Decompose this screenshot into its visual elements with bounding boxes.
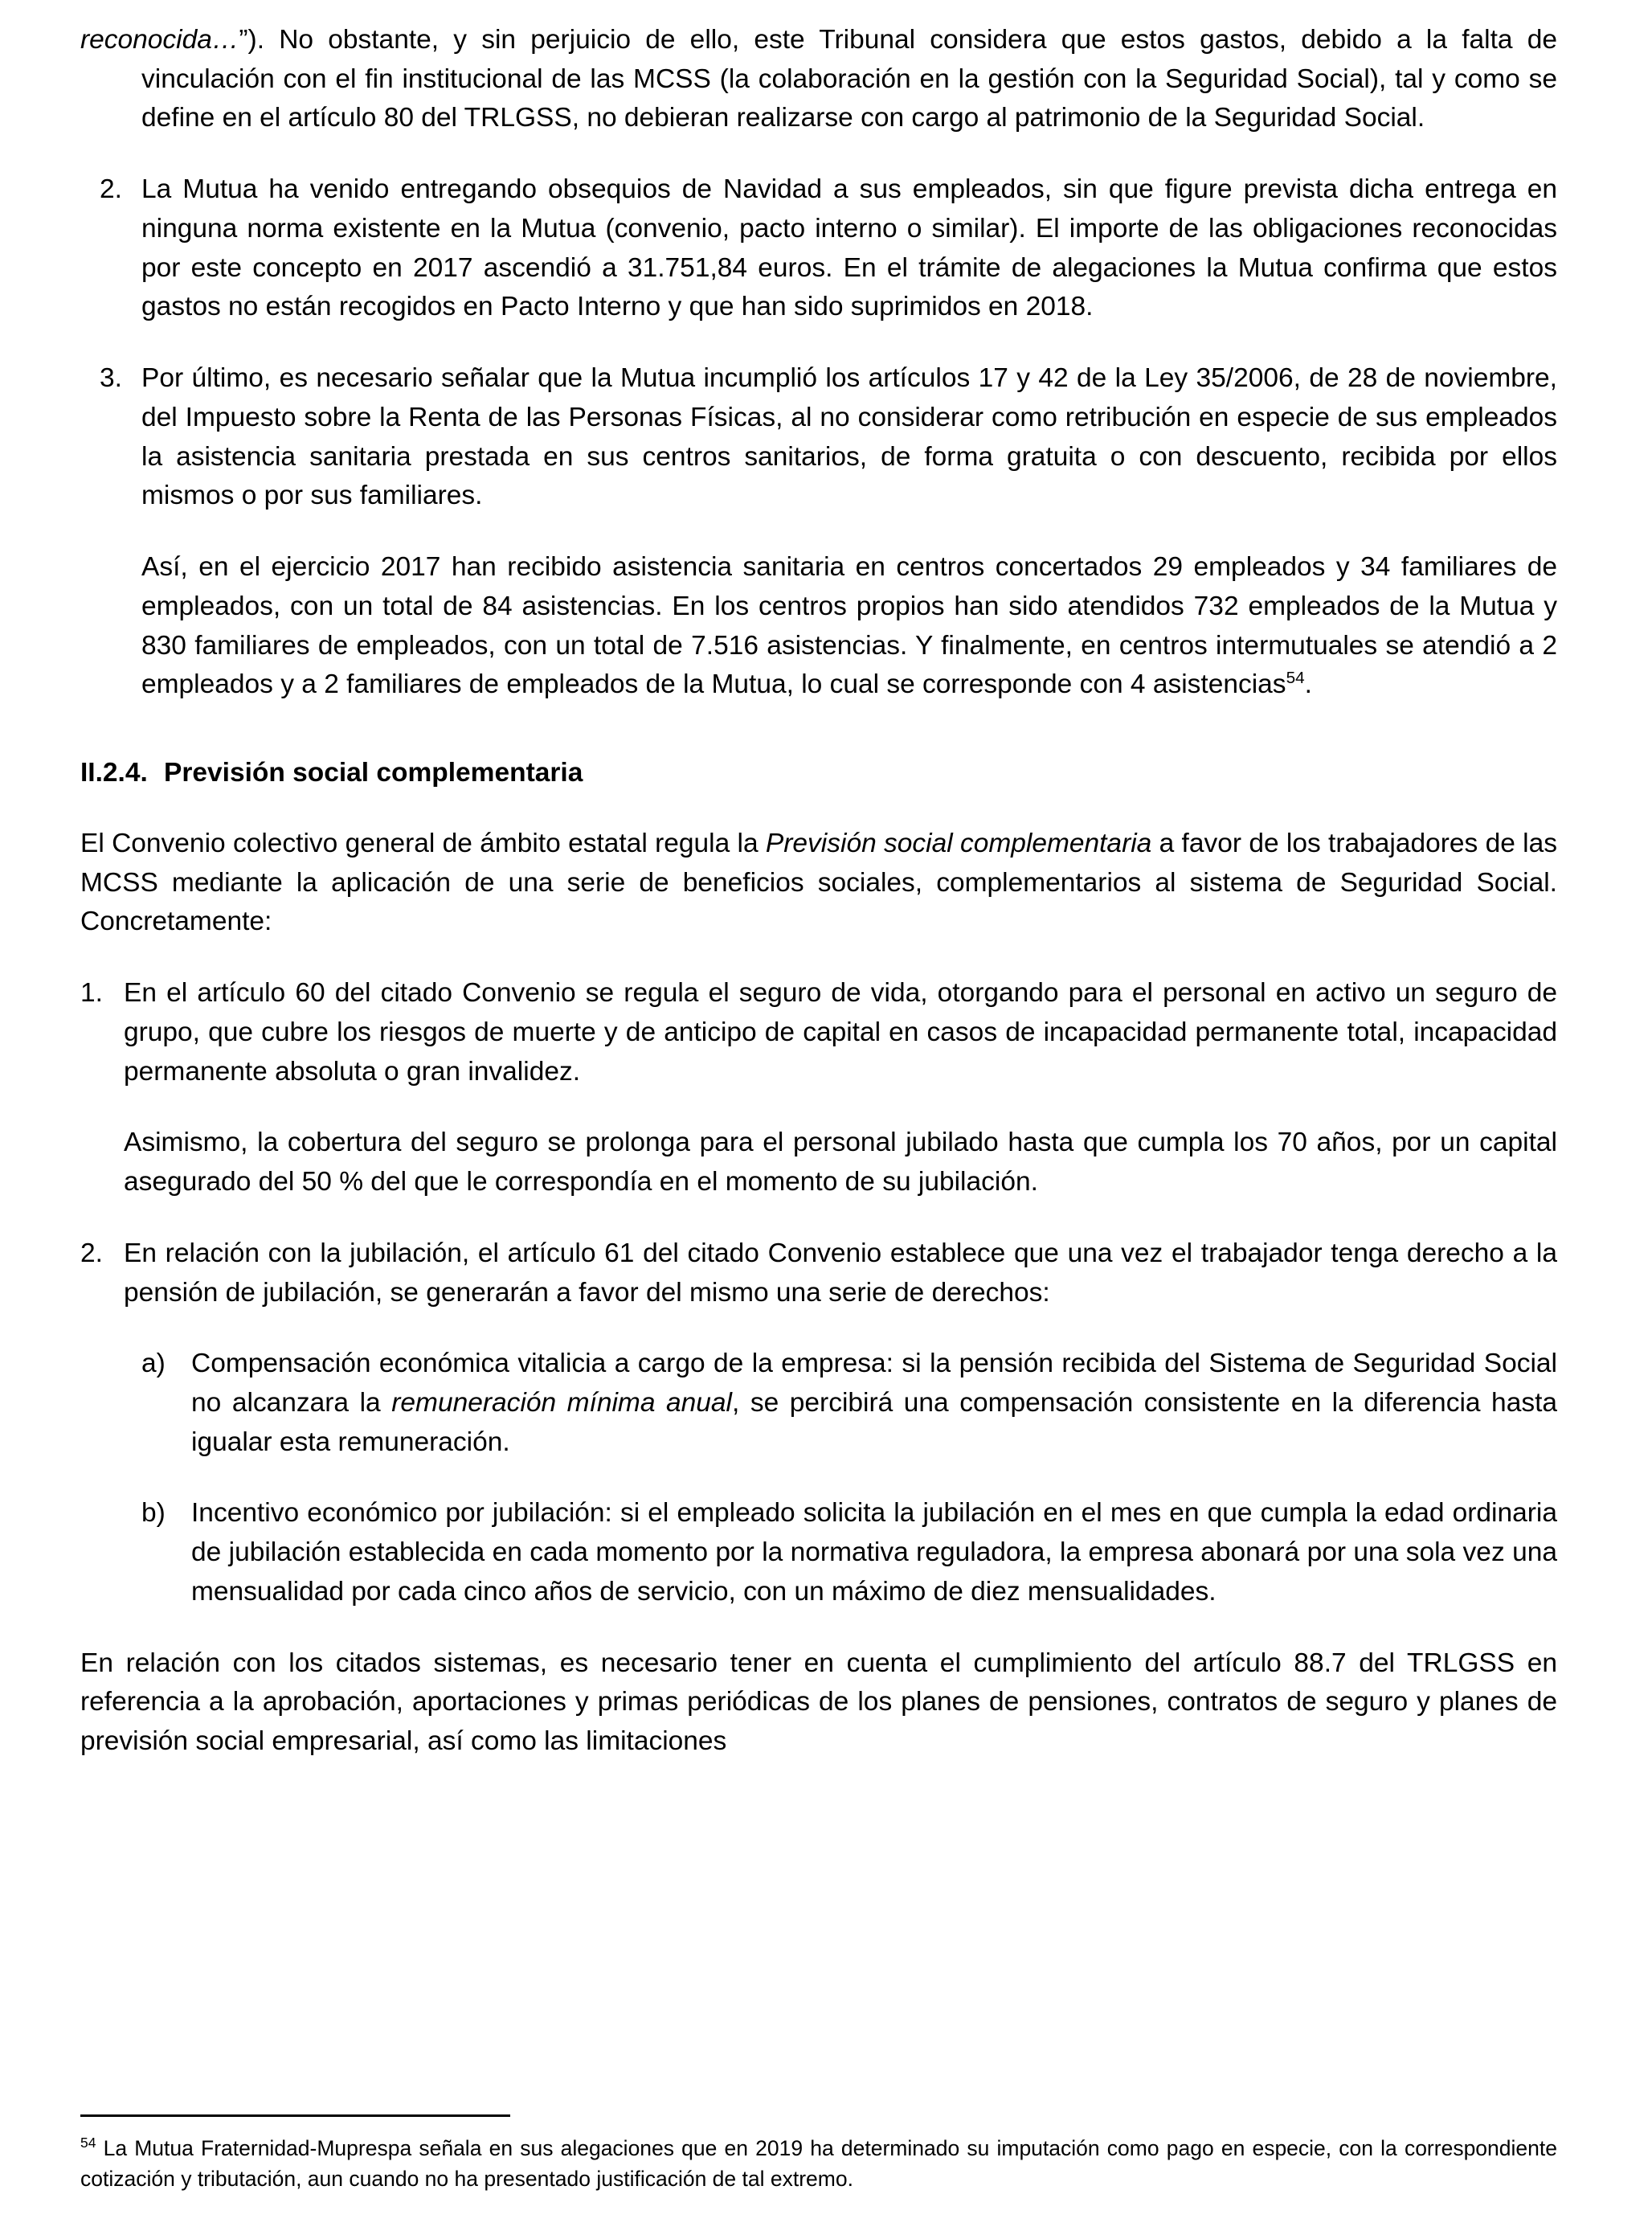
sub-list-item-marker: a): [141, 1349, 166, 1379]
list-item-marker: 2.: [80, 1238, 103, 1268]
spacer: [80, 705, 1557, 755]
list-item-marker: 2.: [100, 174, 122, 205]
spacer: [80, 942, 1557, 974]
spacer: [80, 1612, 1557, 1644]
list-item-marker: 3.: [100, 363, 122, 394]
sub-list-item: [80, 1345, 1557, 1462]
section-heading-title: Previsión social complementaria: [164, 758, 583, 788]
spacer: [80, 327, 1557, 359]
spacer: [80, 1462, 1557, 1494]
sub-list-item-text: Incentivo económico por jubilación: si el empleado solicita la jubilación en el mes en que cumpla la edad ordinaria de jubilación establecida en cada momento por la normativa reguladora, la empresa abonará por una sola vez una mensualidad por cada cinco años de servicio, con un máximo de diez mensualidades.: [191, 1498, 1557, 1607]
list-item-text: En el artículo 60 del citado Convenio se regula el seguro de vida, otorgando para el personal en activo un seguro de grupo, que cubre los riesgos de muerte y de anticipo de capital en casos de incapacidad permanente total, incapacidad permanente absoluta o gran invalidez.: [124, 978, 1557, 1087]
spacer: [80, 1091, 1557, 1124]
sub-list-item-marker: b): [141, 1498, 166, 1529]
list-item: [80, 359, 1557, 516]
section-intro-part1: El Convenio colectivo general de ámbito estatal regula la: [80, 828, 766, 858]
continued-paragraph-italic-lead: reconocida…: [80, 25, 239, 55]
footnote-text: La Mutua Fraternidad-Muprespa señala en sus alegaciones que en 2019 ha determinado su imputación como pago en especie, con la correspondiente cotización y tributación, aun cuando no ha presentado justificación de tal extremo.: [80, 2135, 1557, 2191]
spacer: [80, 1312, 1557, 1345]
list-item-marker: 1.: [80, 978, 103, 1009]
section-heading: [80, 755, 1557, 792]
page-content: [80, 21, 1557, 1762]
spacer: [80, 1202, 1557, 1234]
sub-list-item-part2: , se percibirá una compensación consistente en la diferencia hasta igualar esta remuneración.: [191, 1387, 1558, 1457]
footnote-area: [80, 2114, 1557, 2194]
list-item-text: Por último, es necesario señalar que la Mutua incumplió los artículos 17 y 42 de la Ley 35/2006, de 28 de noviembre, del Impuesto sobre la Renta de las Personas Físicas, al no considerar como retribución en especie de sus empleados la asistencia sanitaria prestada en sus centros sanitarios, de forma gratuita o con descuento, recibida por ellos mismos o por sus familiares.: [141, 363, 1557, 511]
section-intro-part2: a favor de los trabajadores de las MCSS mediante la aplicación de una serie de beneficios sociales, complementarios al sistema de Seguridad Social. Concretamente:: [80, 828, 1557, 937]
list-item: [80, 170, 1557, 327]
list-item-continuation: Asimismo, la cobertura del seguro se prolonga para el personal jubilado hasta que cumpla los 70 años, por un capital asegurado del 50 % del que le correspondía en el momento de su jubilación.: [124, 1128, 1557, 1197]
sub-list-item-italic: remuneración mínima anual: [391, 1387, 732, 1418]
list-item-text: La Mutua ha venido entregando obsequios de Navidad a sus empleados, sin que figure prevista dicha entrega en ninguna norma existente en la Mutua (convenio, pacto interno o similar). El importe de las obligaciones reconocidas por este concepto en 2017 ascendió a 31.751,84 euros. En el trámite de alegaciones la Mutua confirma que estos gastos no están recogidos en Pacto Interno y que han sido suprimidos en 2018.: [141, 174, 1557, 322]
spacer: [80, 516, 1557, 548]
section-heading-number: II.2.4.: [80, 758, 148, 788]
continued-paragraph-text: ”). No obstante, y sin perjuicio de ello, este Tribunal considera que estos gastos, debido a la falta de vinculación con el fin institucional de las MCSS (la colaboración en la gestión con la Seguridad Social), tal y como se define en el artículo 80 del TRLGSS, no debieran realizarse con cargo al patrimonio de la Seguridad Social.: [141, 25, 1557, 133]
section-intro-italic: Previsión social complementaria: [765, 828, 1152, 858]
section-intro-paragraph: [80, 825, 1557, 942]
list-item: [80, 1234, 1557, 1312]
footnote-separator-rule: [80, 2114, 510, 2117]
continued-paragraph: [80, 21, 1557, 138]
statistics-paragraph: [80, 548, 1557, 705]
footnote-number: 54: [80, 2134, 96, 2151]
sub-list-item-text: [191, 1345, 1557, 1462]
list-item-text: En relación con la jubilación, el artículo 61 del citado Convenio establece que una vez el trabajador tenga derecho a la pensión de jubilación, se generarán a favor del mismo una serie de derechos:: [124, 1238, 1557, 1308]
list-item: [80, 974, 1557, 1091]
closing-paragraph: En relación con los citados sistemas, es necesario tener en cuenta el cumplimiento del artículo 88.7 del TRLGSS en referencia a la aprobación, aportaciones y primas periódicas de los planes de pensiones, contratos de seguro y planes de previsión social empresarial, así como las limitaciones: [80, 1648, 1557, 1757]
footnote: [80, 2133, 1557, 2194]
spacer: [80, 138, 1557, 170]
sub-list-item: [80, 1494, 1557, 1611]
footnote-reference-marker: 54: [1286, 669, 1305, 688]
statistics-paragraph-text: Así, en el ejercicio 2017 han recibido asistencia sanitaria en centros concertados 29 empleados y 34 familiares de empleados, con un total de 84 asistencias. En los centros propios han sido atendidos 732 empleados de la Mutua y 830 familiares de empleados, con un total de 7.516 asistencias. Y finalmente, en centros intermutuales se atendió a 2 empleados y a 2 familiares de empleados de la Mutua, lo cual se corresponde con 4 asistencias: [141, 552, 1557, 700]
statistics-paragraph-tail: .: [1304, 669, 1312, 700]
spacer: [80, 792, 1557, 825]
sub-list-item-part1: Compensación económica vitalicia a cargo de la empresa: si la pensión recibida del Sistema de Seguridad Social no alcanzara la: [191, 1349, 1557, 1418]
